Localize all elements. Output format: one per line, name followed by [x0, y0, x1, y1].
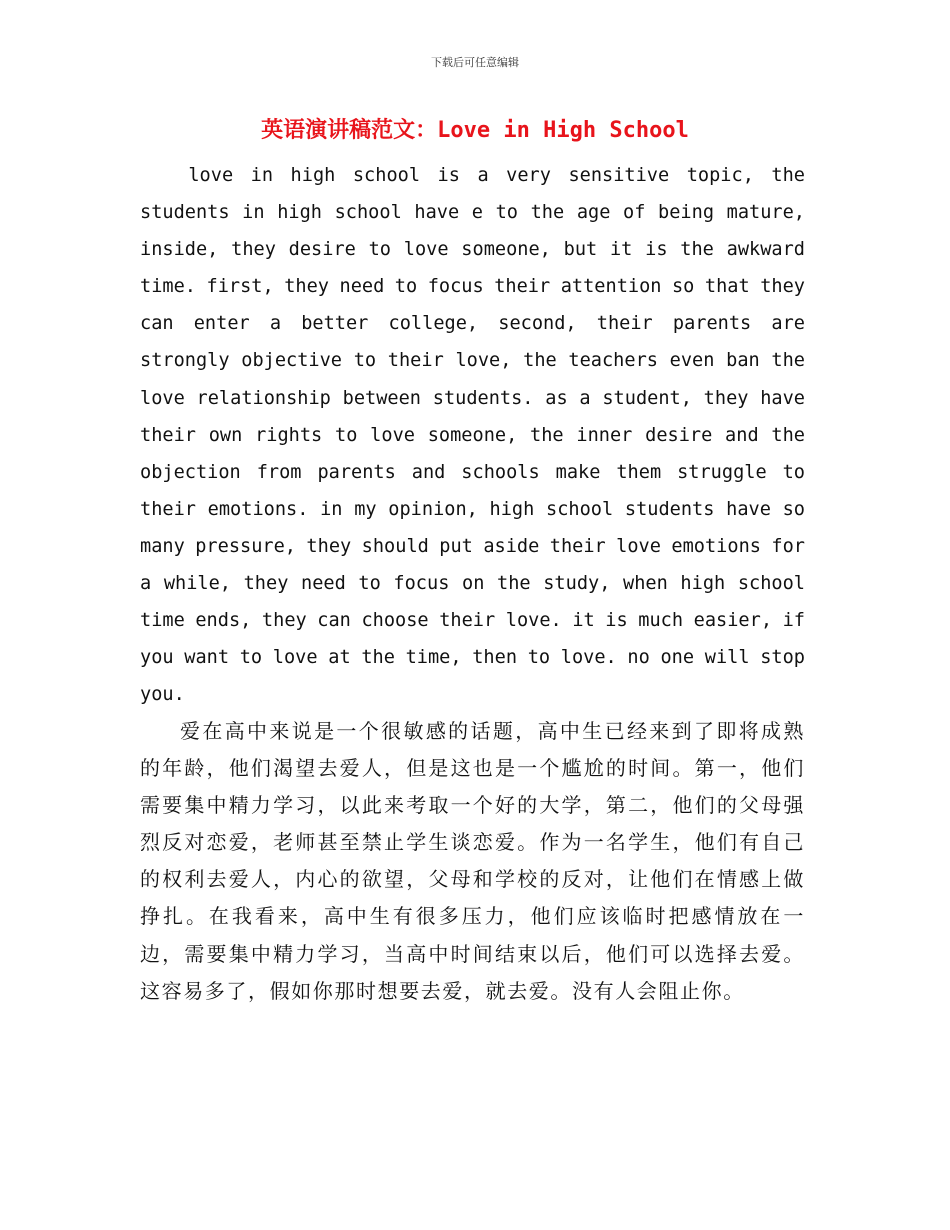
english-body [140, 157, 805, 713]
english-paragraph: love in high school is a very sensitive topic, the students in high school have e to the age of being mature, inside, they desire to love someone, but it is the awkward time. first, they need to focus their attention so that they can enter a better college, second, their parents are strongly objective to their love, the teachers even ban the love relationship between students. as a student, they have their own rights to love someone, the inner desire and the objection from parents and schools make them struggle to their emotions. in my opinion, high school students have so many pressure, they should put aside their love emotions for a while, they need to focus on the study, when high school time ends, they can choose their love. it is much easier, if you want to love at the time, then to love. no one will stop you. [140, 165, 805, 706]
chinese-paragraph: 爱在高中来说是一个很敏感的话题，高中生已经来到了即将成熟的年龄，他们渴望去爱人，但是这也是一个尴尬的时间。第一，他们需要集中精力学习，以此来考取一个好的大学，第二，他们的父母强烈反对恋爱，老师甚至禁止学生谈恋爱。作为一名学生，他们有自己的权利去爱人，内心的欲望，父母和学校的反对，让他们在情感上做挣扎。在我看来，高中生有很多压力，他们应该临时把感情放在一边，需要集中精力学习，当高中时间结束以后，他们可以选择去爱。这容易多了，假如你那时想要去爱，就去爱。没有人会阻止你。 [140, 719, 805, 1003]
chinese-body [140, 713, 805, 1010]
header-note: 下载后可任意编辑 [431, 56, 519, 69]
document-title: 英语演讲稿范文：Love in High School [261, 118, 689, 143]
